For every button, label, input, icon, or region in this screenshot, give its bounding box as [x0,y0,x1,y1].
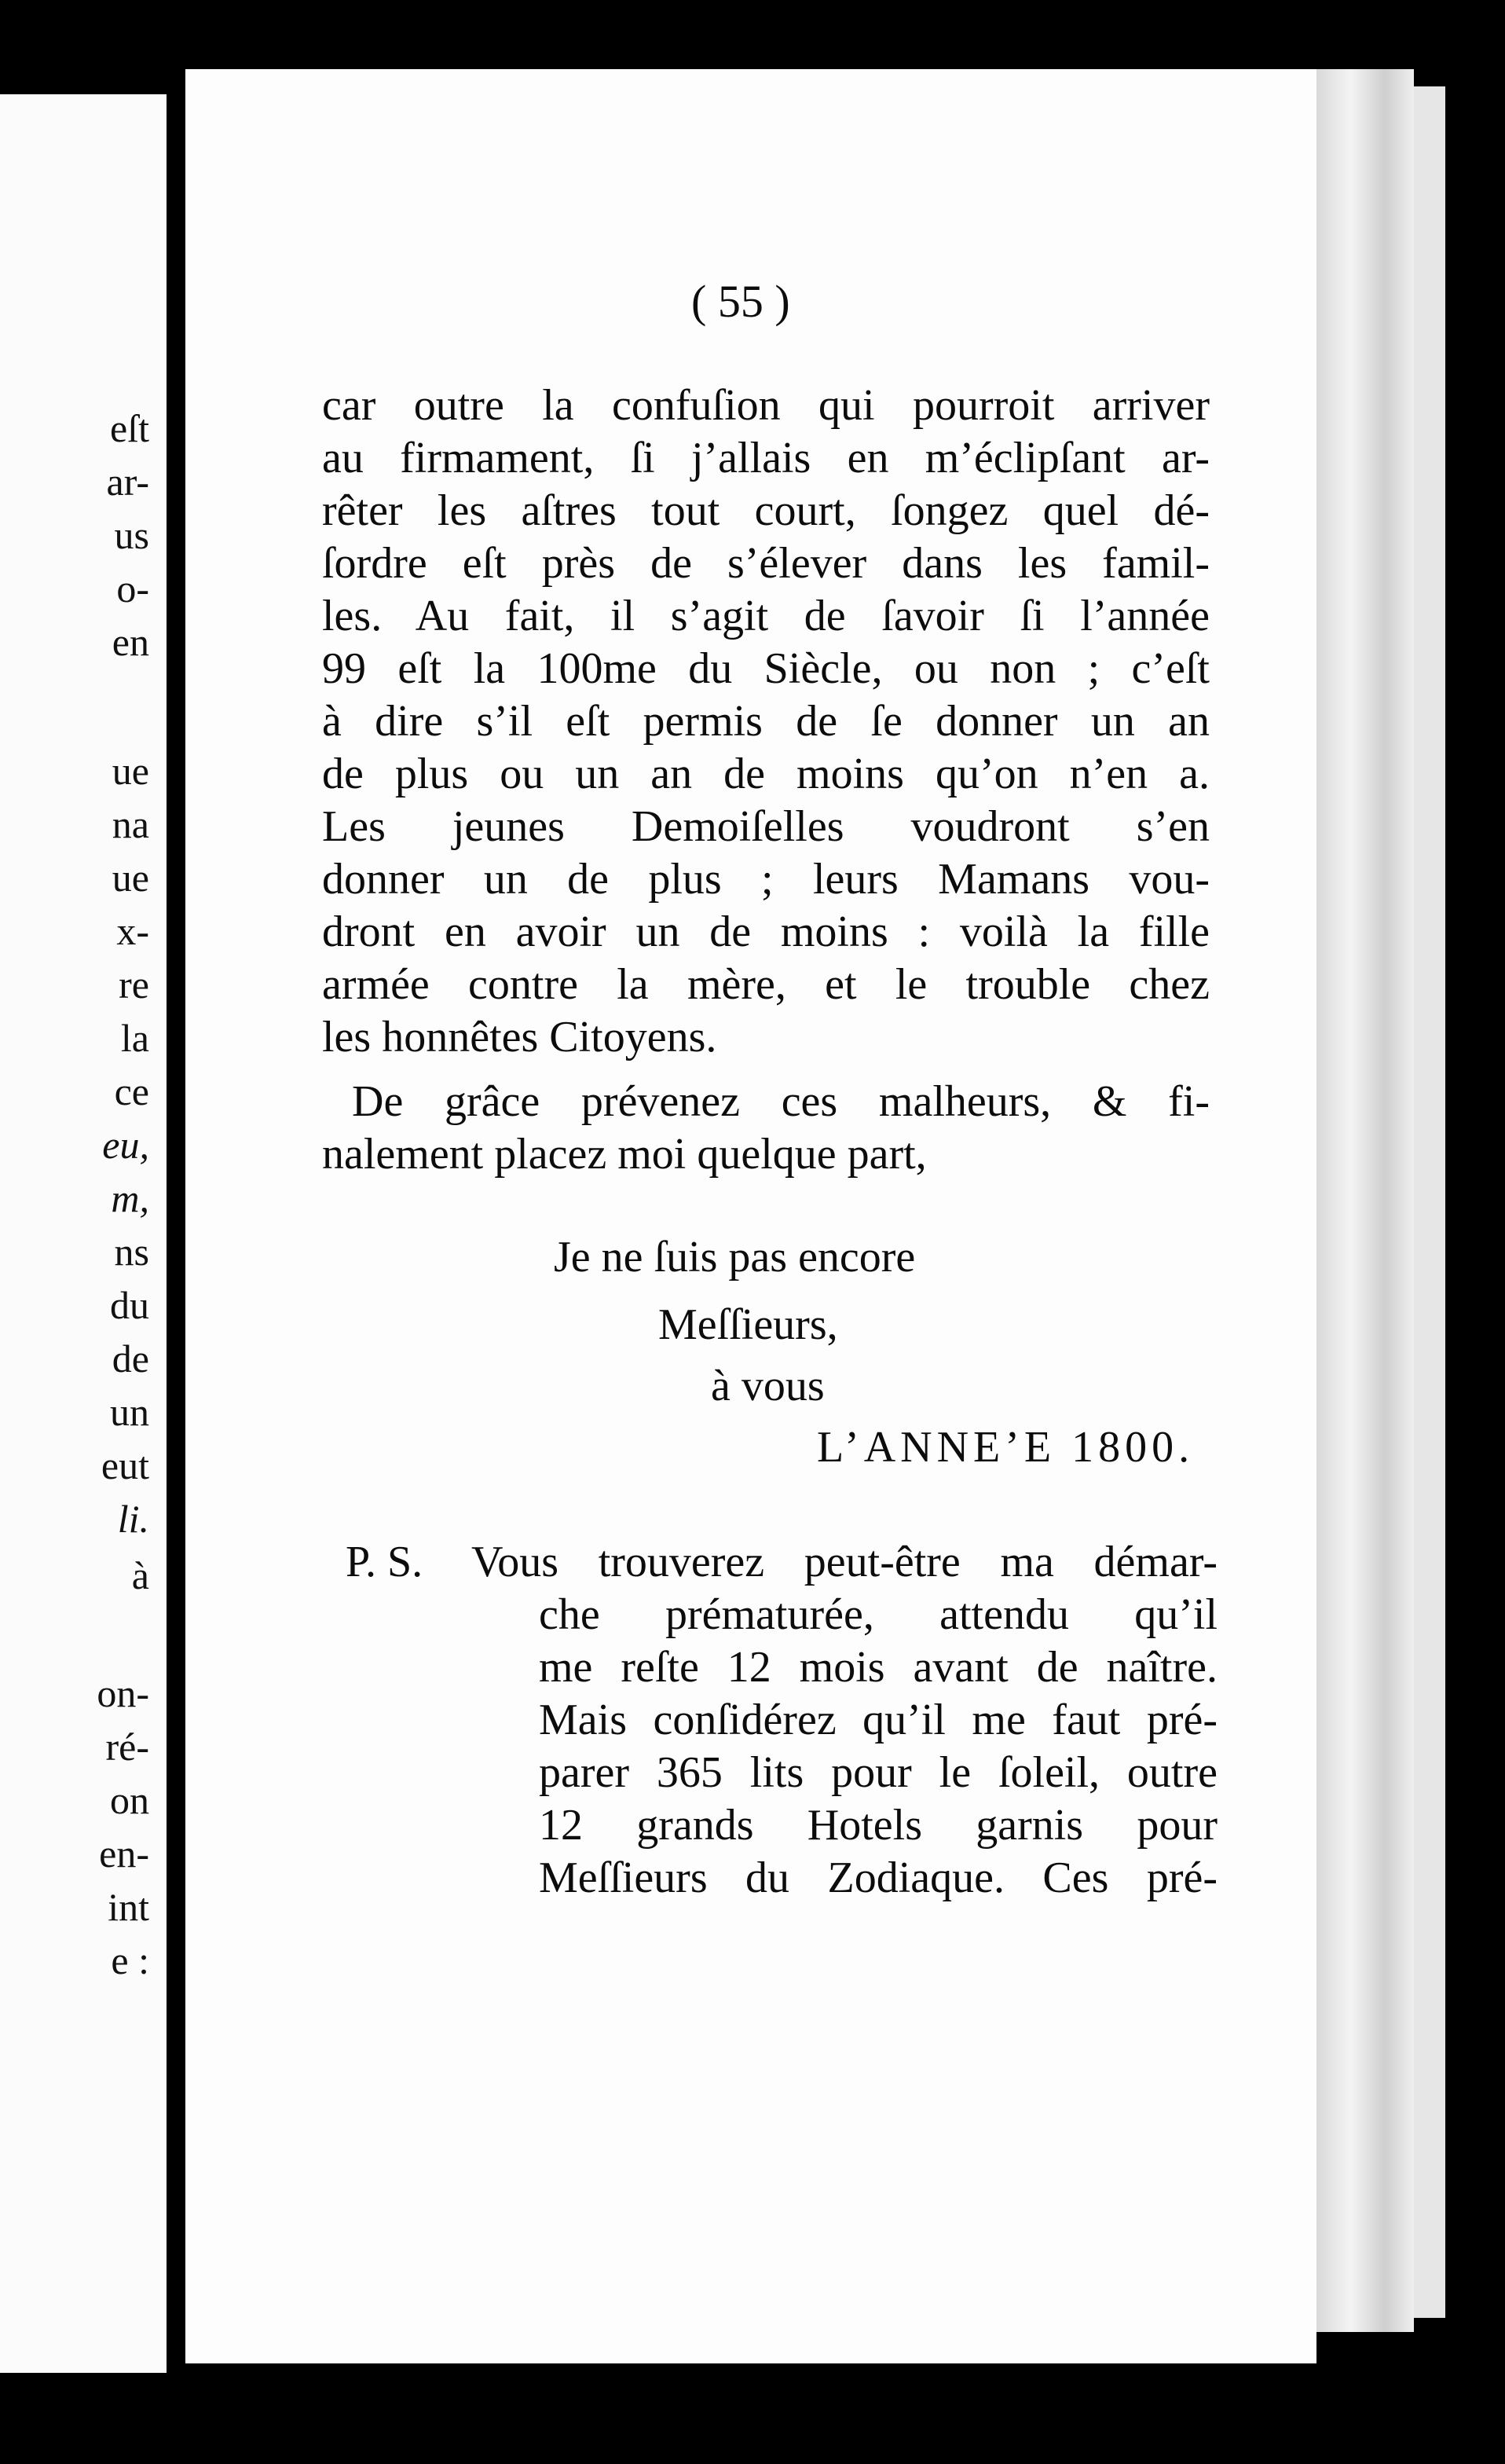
text-line: rêter les aſtres tout court, ſongez quel dé- [322,486,1210,535]
text-line: les. Au fait, il s’agit de ſavoir ſi l’année [322,592,1210,640]
closing-line: Je ne ſuis pas encore [554,1233,916,1282]
left-page-line: ns [114,1230,149,1274]
left-page-line: eut [101,1443,149,1487]
left-page-line: ré- [105,1725,149,1769]
left-page-line: on- [97,1671,149,1715]
postscript-label: P. S. [346,1538,423,1586]
left-page-line: en [112,620,149,664]
text-line: dront en avoir un de moins : voilà la fille [322,908,1210,956]
text-line: 99 eſt la 100me du Siècle, ou non ; c’eſt [322,644,1210,693]
text-line: au firmament, ſi j’allais en m’éclipſant ar- [322,434,1210,482]
signature: L’ANNE’E 1800. [817,1423,1195,1472]
left-page-line: int [108,1885,149,1929]
left-page-line: on [110,1778,149,1822]
postscript-line: Meſſieurs du Zodiaque. Ces pré- [539,1854,1218,1902]
text-line: Les jeunes Demoiſelles voudront s’en [322,802,1210,851]
left-page-line: en- [99,1832,149,1876]
left-page-line: eu, [102,1123,149,1167]
left-page-line: la [120,1016,149,1060]
left-page-line: ue [112,856,149,900]
postscript-line: 12 grands Hotels garnis pour [539,1801,1218,1850]
left-page-line: re [119,962,149,1006]
text-line: car outre la confuſion qui pourroit arriver [322,381,1210,430]
closing-line: à vous [711,1362,825,1410]
postscript-line: Vous trouverez peut-être ma démar- [471,1538,1218,1586]
left-page-line: o- [116,566,149,610]
left-page-line: x- [116,909,149,953]
text-line: les honnêtes Citoyens. [322,1013,717,1062]
postscript-line: che prématurée, attendu qu’il [539,1590,1218,1639]
text-line: nalement placez moi quelque part, [322,1130,927,1179]
text-line: De grâce prévenez ces malheurs, & fi- [352,1077,1210,1126]
postscript-line: Mais conſidérez qu’il me faut pré- [539,1696,1218,1744]
left-page-line: ue [112,749,149,793]
left-page-line: li. [117,1497,149,1541]
left-page-line: à [131,1553,149,1597]
left-page-line: de [112,1336,149,1380]
left-page-line: na [112,802,149,846]
left-page-line: un [110,1390,149,1434]
postscript-line: parer 365 lits pour le ſoleil, outre [539,1748,1218,1797]
page-number: ( 55 ) [691,276,790,327]
postscript-line: me reſte 12 mois avant de naître. [539,1643,1218,1692]
text-line: ſordre eſt près de s’élever dans les famil- [322,539,1210,588]
left-page-line: us [114,513,149,557]
left-page-line: eſt [110,406,149,450]
left-page-line: ce [114,1069,149,1113]
left-page-line: du [110,1283,149,1327]
text-line: de plus ou un an de moins qu’on n’en a. [322,750,1210,798]
page-edge-shadow [1414,86,1445,2318]
left-page-line: e : [111,1938,149,1982]
page-edge [1316,69,1414,2332]
left-page-fragment [0,94,167,2373]
closing-line: Meſſieurs, [658,1300,838,1349]
text-line: à dire s’il eſt permis de ſe donner un an [322,697,1210,746]
text-line: armée contre la mère, et le trouble chez [322,960,1210,1009]
left-page-line: m, [111,1176,149,1220]
text-line: donner un de plus ; leurs Mamans vou- [322,855,1210,904]
left-page-line: ar- [106,460,149,504]
